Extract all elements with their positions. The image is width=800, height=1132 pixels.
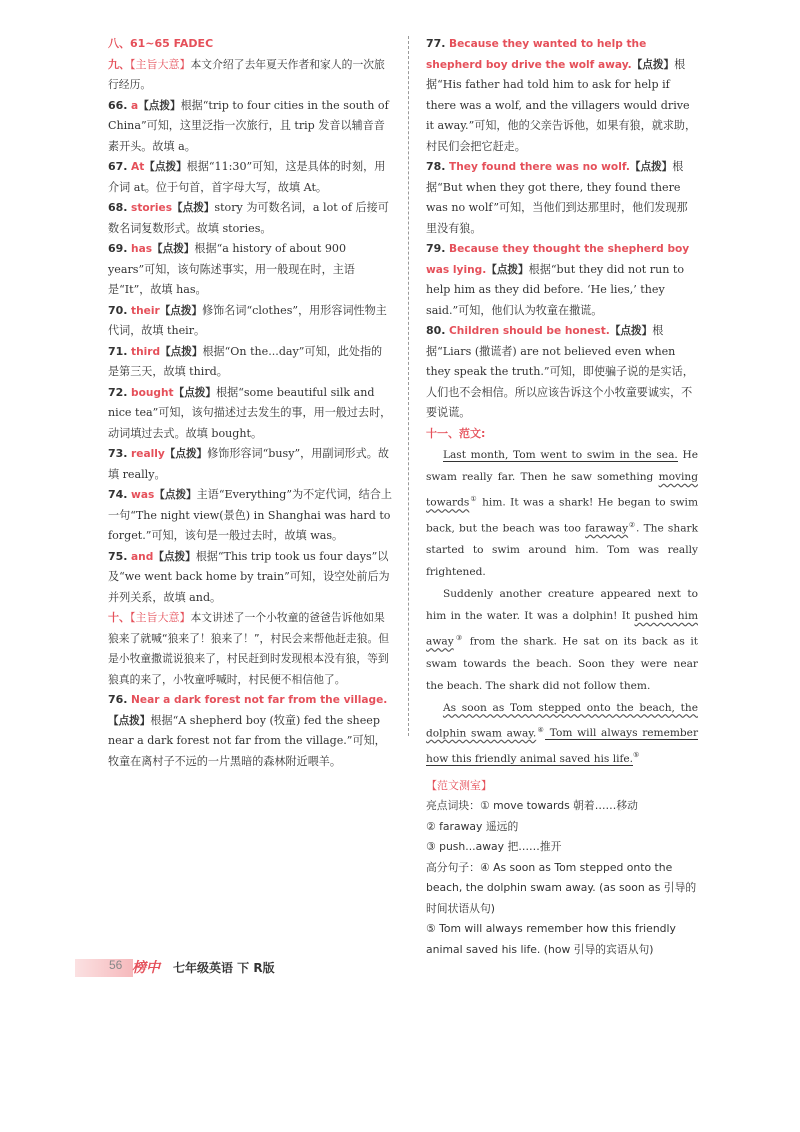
item-number: 80. [426, 324, 446, 337]
model-essay [426, 444, 698, 770]
hint-tag: 【点拨】 [153, 550, 196, 563]
review-sentence-5: ⑤ Tom will always remember how this friendly animal saved his life. (how 引导的宾语从句) [426, 922, 676, 956]
item-explanation: 根据“but they did not run to help him as they did before. ‘He lies,’ they said.”可知，他们认为牧童在撒谎。 [426, 262, 685, 317]
item-number: 78. [426, 160, 446, 173]
review-highlight-3: ③ push...away 把……推开 [426, 840, 562, 854]
section-10-label: 十、 [108, 611, 130, 624]
item-explanation: 根据“Liars (撒谎者) are not believed even when they speak the truth.”可知，即使骗子说的是实话，人们也不会相信。所以应该告诉这个小牧童要诚实，不要说谎。 [426, 324, 694, 419]
essay-review [426, 776, 698, 961]
answer-item [108, 547, 393, 609]
brand-logo: 榜中 [132, 960, 160, 976]
hint-tag: 【点拨】 [164, 448, 208, 460]
item-number: 75. [108, 549, 128, 563]
section-11-heading: 十一、范文: [426, 426, 486, 440]
hint-tag: 【点拨】 [629, 161, 673, 173]
hint-tag: 【点拨】 [631, 58, 675, 71]
item-explanation: 根据“On the...day”可知，此处指的是第三天，故填 third。 [108, 344, 383, 378]
essay-paragraph-3: As soon as Tom stepped onto the beach, the dolphin swam away.④ Tom will always remember how this friendly animal saved his life.⑤ [426, 701, 699, 765]
hint-tag: 【点拨】 [152, 243, 195, 255]
right-item-list [426, 34, 698, 424]
main-idea-tag: 【主旨大意】 [130, 611, 191, 624]
review-sentence-4: 高分句子：④ As soon as Tom stepped onto the beach, the dolphin swam away. (as soon as 引导的时间状语从句) [426, 860, 697, 915]
hint-tag: 【点拨】 [486, 263, 529, 276]
essay-paragraph-1: Last month, Tom went to swim in the sea. He swam really far. Then he saw something moving towards① him. It was a shark! He began to swim back, but the beach was too faraway②. The shark started to swim around him. Tom was really frightened. [426, 449, 698, 579]
hint-tag: 【点拨】 [172, 202, 215, 214]
item-answer: was [131, 489, 155, 501]
item-answer: Because they thought the shepherd boy was lying. [426, 243, 690, 276]
hint-tag: 【点拨】 [144, 161, 187, 173]
review-title: 【范文测室】 [426, 778, 492, 792]
item-explanation: 根据“11:30”可知，这是具体的时刻，用介词 at。位于句首，首字母大写，故填 At。 [108, 160, 386, 194]
answer-item [108, 198, 393, 239]
item-answer: has [131, 243, 153, 255]
left-column [108, 34, 393, 772]
item-number: 68. [108, 201, 128, 214]
item-answer: their [131, 304, 160, 317]
item-answer: stories [131, 202, 173, 214]
right-column [426, 34, 698, 960]
section-10-text: 本文讲述了一个小牧童的爸爸告诉他如果狼来了就喊“狼来了！狼来了！”，村民会来帮他赶走狼。但是小牧童撒谎说狼来了，村民赶到时发现根本没有狼，等到狼真的来了，小牧童呼喊时，村民便不相信他了。 [108, 611, 390, 686]
item-explanation: 修饰名词“clothes”，用形容词性物主代词，故填 their。 [108, 303, 387, 337]
answer-item [108, 485, 393, 547]
item-explanation: story 为可数名词，a lot of 后接可数名词复数形式。故填 stories。 [108, 201, 389, 235]
item-number: 67. [108, 160, 128, 173]
page-number: 56 [109, 958, 123, 972]
section-10-summary [108, 608, 393, 690]
item-answer: a [131, 99, 139, 112]
item-answer: They found there was no wolf. [449, 161, 630, 173]
answer-item [108, 342, 393, 383]
answer-item [108, 96, 393, 158]
item-number: 70. [108, 303, 128, 317]
item-explanation: 根据“This trip took us four days”以及“we went back home by train”可知，设空处前后为并列关系，故填 and。 [108, 549, 390, 604]
hint-tag: 【点拨】 [160, 345, 203, 358]
item-answer: really [131, 448, 165, 460]
hint-tag: 【点拨】 [154, 489, 197, 501]
item-explanation: 根据“His father had told him to ask for help if there was a wolf, and the villagers would drive it away.”可知，他的父亲告诉他，如果有狼，就求助，村民们会把它赶走。 [426, 57, 697, 153]
item-number: 79. [426, 242, 446, 255]
item-answer: third [131, 345, 161, 358]
answer-item [426, 157, 698, 239]
item-number: 77. [426, 37, 446, 50]
answer-item [108, 157, 393, 198]
answer-item [426, 321, 698, 424]
answer-item [426, 239, 698, 321]
hint-tag: 【点拨】 [609, 325, 653, 337]
item-explanation: 根据“But when they got there, they found there was no wolf”可知，当他们到达那里时，他们发现那里没有狼。 [426, 160, 688, 235]
section-9-summary [108, 55, 393, 96]
answer-item [108, 301, 393, 342]
item-explanation: 根据“a history of about 900 years”可知，该句陈述事实，用一般现在时，主语是“It”，故填 has。 [108, 242, 355, 296]
item-explanation: 根据“some beautiful silk and nice tea”可知，该句描述过去发生的事，用一般过去时，动词填过去式。故填 bought。 [108, 385, 392, 440]
item-answer: bought [131, 386, 174, 399]
page-footer [75, 957, 305, 979]
answer-item [108, 444, 393, 485]
answer-item [108, 383, 393, 445]
item-number: 71. [108, 344, 128, 358]
page-number-band [75, 959, 133, 977]
answer-item [426, 34, 698, 157]
item-76-explanation: 根据“A shepherd boy (牧童) fed the sheep near a dark forest not far from the village.”可知，牧童在离村子不远的一片黑暗的森林附近喂羊。 [108, 713, 386, 768]
item-number: 74. [108, 488, 128, 501]
item-number: 69. [108, 242, 128, 255]
item-number: 66. [108, 98, 128, 112]
essay-paragraph-2: Suddenly another creature appeared next to him in the water. It was a dolphin! It pushed him away③ from the shark. He sat on its back as it swam towards the beach. Soon they were near the beach. The shark did not follow them. [426, 588, 698, 692]
book-title: 七年级英语 下 R版 [173, 961, 275, 975]
review-highlight-2: ② faraway 遥远的 [426, 819, 519, 833]
section-9-text: 本文介绍了去年夏天作者和家人的一次旅行经历。 [108, 57, 385, 91]
hint-tag: 【点拨】 [138, 99, 181, 112]
item-answer: Because they wanted to help the shepherd boy drive the wolf away. [426, 38, 647, 71]
item-76-answer: Near a dark forest not far from the village. [131, 694, 388, 706]
left-item-list [108, 96, 393, 609]
section-9-label: 九、 [108, 57, 130, 71]
item-explanation: 根据“trip to four cities in the south of China”可知，这里泛指一次旅行，且 trip 发音以辅音音素开头。故填 a。 [108, 98, 389, 153]
column-divider [408, 36, 409, 736]
item-answer: and [131, 550, 154, 563]
item-explanation: 修饰形容词“busy”，用副词形式。故填 really。 [108, 447, 389, 481]
section-8-heading: 八、61~65 FADEC [108, 37, 214, 50]
item-explanation: 主语“Everything”为不定代词，结合上一句“The night view(景色) in Shanghai was hard to forget.”可知，该句是一般过去时，故填 was。 [108, 488, 392, 542]
review-highlight-1: 亮点词块：① move towards 朝着……移动 [426, 799, 638, 813]
hint-tag: 【点拨】 [173, 386, 216, 399]
answer-item [108, 239, 393, 301]
main-idea-tag: 【主旨大意】 [130, 57, 191, 71]
item-answer: At [131, 161, 145, 173]
item-number: 73. [108, 447, 128, 460]
item-76: 76. Near a dark forest not far from the village.【点拨】根据“A shepherd boy (牧童) fed the sheep near a dark forest not far from the village.”可知，牧童在离村子不远的一片黑暗的森林附近喂羊。 [108, 693, 388, 768]
item-answer: Children should be honest. [449, 325, 610, 337]
item-number: 72. [108, 385, 128, 399]
hint-tag: 【点拨】 [159, 304, 203, 317]
